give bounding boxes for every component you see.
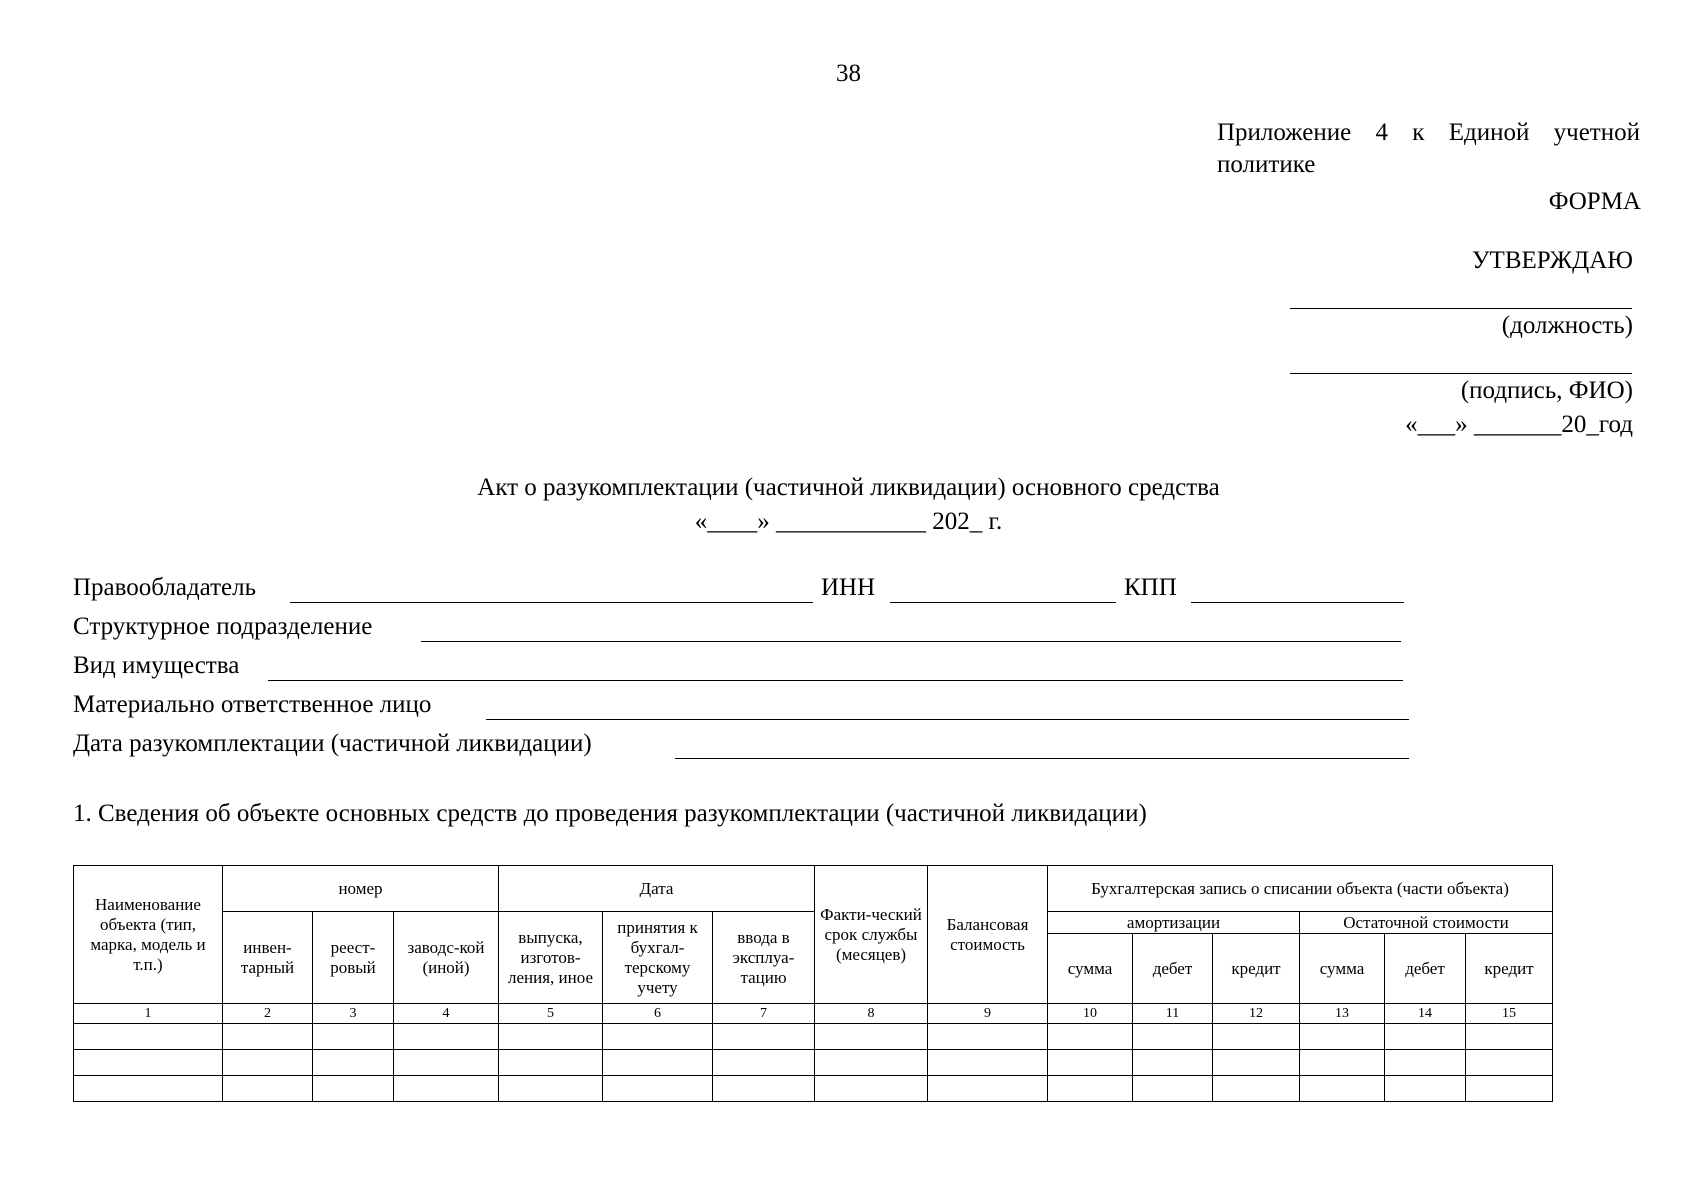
col-num: 15: [1466, 1004, 1553, 1024]
table-cell[interactable]: [815, 1050, 928, 1076]
table-cell[interactable]: [1385, 1024, 1466, 1050]
table-cell[interactable]: [1048, 1024, 1133, 1050]
col-num: 5: [499, 1004, 603, 1024]
table-cell[interactable]: [1133, 1050, 1213, 1076]
col-num: 6: [603, 1004, 713, 1024]
table-cell[interactable]: [223, 1024, 313, 1050]
header-date: Дата: [499, 866, 815, 912]
table-cell[interactable]: [313, 1050, 394, 1076]
table-cell[interactable]: [928, 1076, 1048, 1102]
header-amort-credit: кредит: [1213, 934, 1300, 1004]
header-commission: ввода в эксплуа-тацию: [713, 912, 815, 1004]
table-cell[interactable]: [713, 1024, 815, 1050]
col-num: 11: [1133, 1004, 1213, 1024]
date-field[interactable]: [675, 758, 1409, 759]
header-release: выпуска, изготов-ления, иное: [499, 912, 603, 1004]
table-cell[interactable]: [1466, 1050, 1553, 1076]
table-cell[interactable]: [815, 1024, 928, 1050]
position-line[interactable]: [1290, 308, 1632, 309]
fixed-asset-table: [73, 865, 1553, 1102]
col-num: 2: [223, 1004, 313, 1024]
col-num: 3: [313, 1004, 394, 1024]
table-cell[interactable]: [223, 1076, 313, 1102]
approve-date-line: «___» _______20_год: [1405, 411, 1633, 438]
table-cell[interactable]: [1385, 1050, 1466, 1076]
table-cell[interactable]: [1133, 1024, 1213, 1050]
table-cell[interactable]: [74, 1024, 223, 1050]
table-row[interactable]: [74, 1076, 1553, 1102]
header-amort-debit: дебет: [1133, 934, 1213, 1004]
table-cell[interactable]: [223, 1050, 313, 1076]
inn-label: ИНН: [821, 574, 876, 601]
table-cell[interactable]: [74, 1076, 223, 1102]
table-cell[interactable]: [1213, 1024, 1300, 1050]
division-label: Структурное подразделение: [73, 613, 373, 640]
col-num: 9: [928, 1004, 1048, 1024]
header-term: Факти-ческий срок службы (месяцев): [815, 866, 928, 1004]
act-date-line: «____» ____________ 202_ г.: [694, 508, 1003, 535]
table-cell[interactable]: [815, 1076, 928, 1102]
header-amort-sum: сумма: [1048, 934, 1133, 1004]
table-cell[interactable]: [499, 1024, 603, 1050]
header-number: номер: [223, 866, 499, 912]
table-cell[interactable]: [394, 1024, 499, 1050]
kpp-field[interactable]: [1191, 602, 1404, 603]
table-cell[interactable]: [928, 1050, 1048, 1076]
section-1-title: 1. Сведения об объекте основных средств до проведения разукомплектации (частичной ликвидации): [73, 800, 1147, 827]
col-num: 13: [1300, 1004, 1385, 1024]
table-row[interactable]: [74, 1050, 1553, 1076]
approve-title: УТВЕРЖДАЮ: [1471, 247, 1633, 274]
table-cell[interactable]: [1213, 1050, 1300, 1076]
table-cell[interactable]: [1048, 1076, 1133, 1102]
table-cell[interactable]: [74, 1050, 223, 1076]
col-num: 12: [1213, 1004, 1300, 1024]
kpp-label: КПП: [1124, 574, 1177, 601]
header-residual-sum: сумма: [1300, 934, 1385, 1004]
table-cell[interactable]: [1133, 1076, 1213, 1102]
header-residual-debit: дебет: [1385, 934, 1466, 1004]
page-number: 38: [836, 60, 861, 87]
signature-line[interactable]: [1290, 373, 1632, 374]
table-cell[interactable]: [1300, 1024, 1385, 1050]
table-cell[interactable]: [313, 1076, 394, 1102]
division-field[interactable]: [421, 641, 1401, 642]
header-residual: Остаточной стоимости: [1300, 912, 1553, 934]
table-cell[interactable]: [1385, 1076, 1466, 1102]
col-num: 14: [1385, 1004, 1466, 1024]
table-cell[interactable]: [713, 1076, 815, 1102]
act-title: Акт о разукомплектации (частичной ликвидации) основного средства: [477, 474, 1220, 501]
position-caption: (должность): [1501, 312, 1633, 339]
signature-caption: (подпись, ФИО): [1460, 377, 1633, 404]
table-cell[interactable]: [394, 1050, 499, 1076]
header-factory: заводс-кой (иной): [394, 912, 499, 1004]
owner-field[interactable]: [290, 602, 813, 603]
table-row[interactable]: [74, 1024, 1553, 1050]
header-accept: принятия к бухгал-терскому учету: [603, 912, 713, 1004]
property-type-label: Вид имущества: [73, 652, 240, 679]
inn-field[interactable]: [890, 602, 1116, 603]
table-cell[interactable]: [603, 1076, 713, 1102]
col-num: 7: [713, 1004, 815, 1024]
header-entry: Бухгалтерская запись о списании объекта (части объекта): [1048, 866, 1553, 912]
col-num: 10: [1048, 1004, 1133, 1024]
header-residual-credit: кредит: [1466, 934, 1553, 1004]
responsible-label: Материально ответственное лицо: [73, 691, 432, 718]
form-label: ФОРМА: [1548, 188, 1641, 215]
appendix-reference: Приложение 4 к Единой учетной политике: [1217, 119, 1640, 178]
table-cell[interactable]: [603, 1050, 713, 1076]
table-cell[interactable]: [1213, 1076, 1300, 1102]
owner-label: Правообладатель: [73, 574, 257, 601]
table-cell[interactable]: [1300, 1076, 1385, 1102]
table-cell[interactable]: [499, 1050, 603, 1076]
col-num: 8: [815, 1004, 928, 1024]
col-num: 1: [74, 1004, 223, 1024]
table-cell[interactable]: [713, 1050, 815, 1076]
table-cell[interactable]: [394, 1076, 499, 1102]
table-cell[interactable]: [1466, 1076, 1553, 1102]
table-cell[interactable]: [1466, 1024, 1553, 1050]
header-inventory: инвен-тарный: [223, 912, 313, 1004]
table-cell[interactable]: [1300, 1050, 1385, 1076]
property-type-field[interactable]: [268, 680, 1403, 681]
table-cell[interactable]: [603, 1024, 713, 1050]
header-name: Наименование объекта (тип, марка, модель и т.п.): [74, 866, 223, 1004]
column-number-row: [74, 1004, 1553, 1024]
table-cell[interactable]: [1048, 1050, 1133, 1076]
table-cell[interactable]: [928, 1024, 1048, 1050]
table-cell[interactable]: [499, 1076, 603, 1102]
header-balance: Балансовая стоимость: [928, 866, 1048, 1004]
table-cell[interactable]: [313, 1024, 394, 1050]
responsible-field[interactable]: [486, 719, 1409, 720]
col-num: 4: [394, 1004, 499, 1024]
header-amortization: амортизации: [1048, 912, 1300, 934]
date-label: Дата разукомплектации (частичной ликвидации): [73, 730, 592, 757]
header-registry: реест-ровый: [313, 912, 394, 1004]
